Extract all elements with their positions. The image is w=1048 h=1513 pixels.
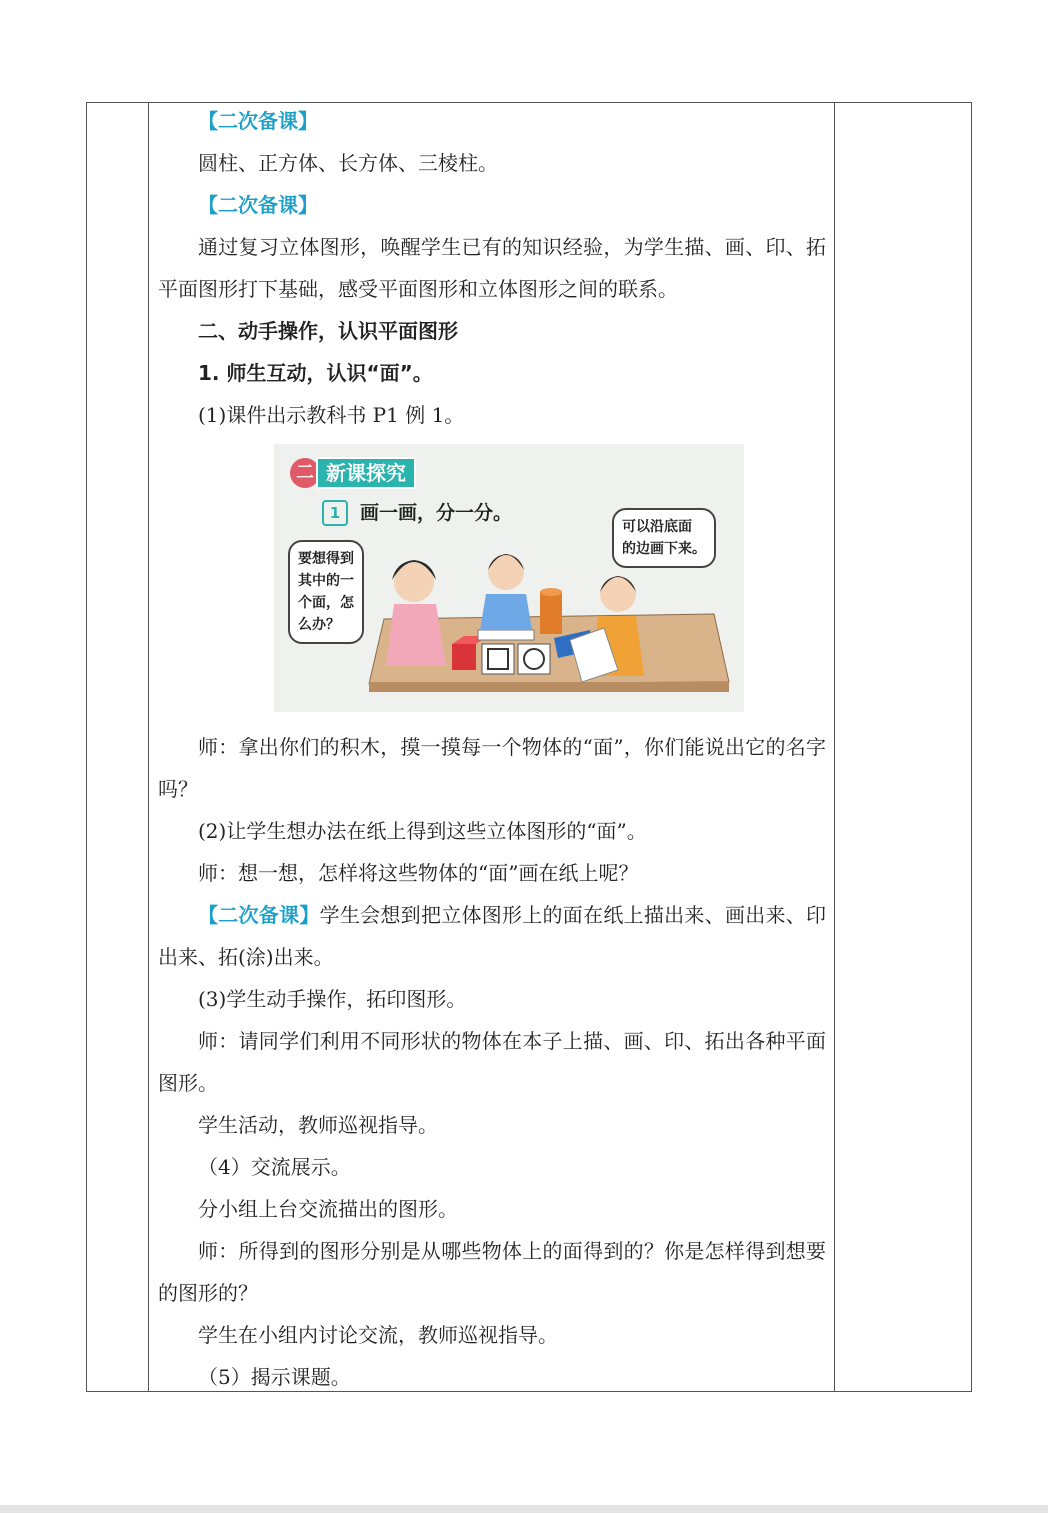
- paragraph: [158, 226, 826, 310]
- textbook-illustration: [274, 444, 744, 712]
- paragraph: [158, 1356, 826, 1398]
- revision-tag: 【二次备课】: [198, 193, 318, 217]
- paragraph-text: 师：请同学们利用不同形状的物体在本子上描、画、印、拓出各种平面图形。: [158, 1029, 826, 1095]
- paragraph-text: 师：想一想，怎样将这些物体的“面”画在纸上呢？: [198, 861, 639, 885]
- paragraph: [158, 1188, 826, 1230]
- paragraph: [158, 1020, 826, 1104]
- paragraph: [158, 1230, 826, 1314]
- speech-bubble-left: 要想得到 其中的一 个面，怎 么办？: [288, 540, 364, 644]
- paragraph-text: (3)学生动手操作，拓印图形。: [198, 987, 467, 1011]
- paragraph-text: 学生活动，教师巡视指导。: [198, 1113, 438, 1137]
- paragraph: [158, 1146, 826, 1188]
- paragraph-text: 学生在小组内讨论交流，教师巡视指导。: [198, 1323, 558, 1347]
- section-heading: [158, 310, 826, 352]
- paragraph: [158, 726, 826, 810]
- speech-bubble-right: 可以沿底面 的边画下来。: [612, 508, 716, 568]
- paragraph-text: 学生会想到把立体图形上的面在纸上描出来、画出来、印出来、拓(涂)出来。: [158, 903, 827, 969]
- subsection-heading: [158, 352, 826, 394]
- task-header: [322, 500, 512, 526]
- task-text: 画一画，分一分。: [360, 502, 513, 524]
- paragraph-text: (1)课件出示教科书 P1 例 1。: [198, 403, 465, 427]
- paragraph: [158, 142, 826, 184]
- task-number: 1: [322, 500, 348, 526]
- subsection-heading-text: 1. 师生互动，认识“面”。: [198, 361, 433, 385]
- paragraph-text: (2)让学生想办法在纸上得到这些立体图形的“面”。: [198, 819, 647, 843]
- page-bottom-bar: [0, 1505, 1048, 1513]
- paragraph-text: 师：拿出你们的积木，摸一摸每一个物体的“面”，你们能说出它的名字吗？: [158, 735, 826, 801]
- lesson-content: [158, 100, 826, 1398]
- section-title: 新课探究: [316, 457, 416, 489]
- paragraph: [158, 1104, 826, 1146]
- paragraph: [158, 978, 826, 1020]
- column-divider: [148, 103, 149, 1391]
- paragraph: [158, 852, 826, 894]
- paragraph-text: 通过复习立体图形，唤醒学生已有的知识经验，为学生描、画、印、拓平面图形打下基础，感受平面图形和立体图形之间的联系。: [158, 235, 826, 301]
- paragraph-text: 分小组上台交流描出的图形。: [198, 1197, 458, 1221]
- paragraph-text: （5）揭示课题。: [198, 1365, 351, 1389]
- paragraph: [158, 1314, 826, 1356]
- paragraph: [158, 810, 826, 852]
- revision-tag: 【二次备课】: [198, 109, 318, 133]
- column-divider: [834, 103, 835, 1391]
- section-number: 二: [290, 458, 320, 488]
- paragraph-text: 圆柱、正方体、长方体、三棱柱。: [198, 151, 498, 175]
- paragraph-text: 师：所得到的图形分别是从哪些物体上的面得到的？你是怎样得到想要的图形的？: [158, 1239, 826, 1305]
- paragraph: [158, 184, 826, 226]
- paragraph: [158, 100, 826, 142]
- revision-tag: 【二次备课】: [198, 903, 320, 927]
- section-badge: [290, 458, 416, 488]
- section-heading-text: 二、动手操作，认识平面图形: [198, 319, 458, 343]
- paragraph: [158, 894, 826, 978]
- paragraph-text: （4）交流展示。: [198, 1155, 351, 1179]
- paragraph: [158, 394, 826, 436]
